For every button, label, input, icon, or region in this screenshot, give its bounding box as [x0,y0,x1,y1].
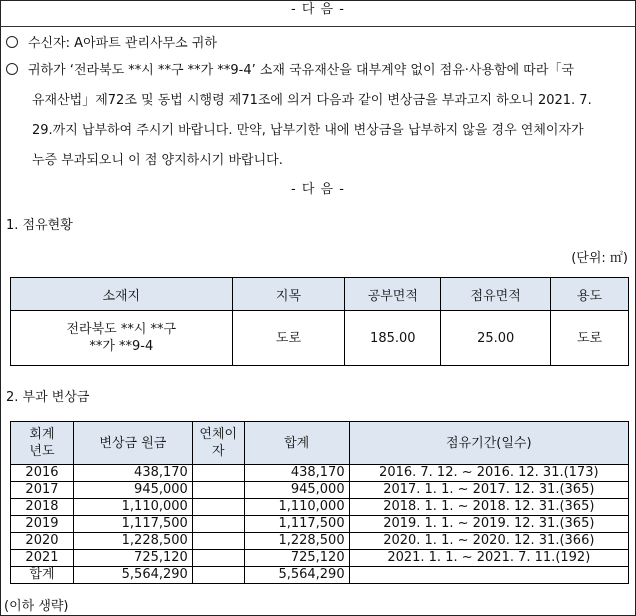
cell-land-category: 도로 [232,311,345,366]
cell-principal: 725,120 [73,550,192,567]
recipient-text: 수신자: A아파트 관리사무소 귀하 [28,36,217,51]
notice-line: 귀하가 ‘전라북도 **시 **구 **가 **9-4’ 소재 국유재산을 대부계약 없이 점유·사용함에 따라「국 [6,56,626,86]
cell-interest [192,465,244,482]
cell-total: 945,000 [244,482,349,499]
cell-interest [192,516,244,533]
cell-interest [192,533,244,550]
cell-period: 2019. 1. 1. ~ 2019. 12. 31.(365) [349,516,628,533]
cell-period: 2016. 7. 12. ~ 2016. 12. 31.(173) [349,465,628,482]
header-land-category: 지목 [232,278,345,311]
header-registered-area: 공부면적 [345,278,441,311]
cell-interest [192,482,244,499]
recipient-line [6,32,217,51]
top-heading: - 다 음 - [291,2,345,17]
cell-year: 2017 [11,482,74,499]
circle-bullet-icon [6,36,18,48]
header-location: 소재지 [11,278,233,311]
cell-registered-area: 185.00 [345,311,441,366]
table-header-row [11,422,629,465]
cell-principal: 1,110,000 [73,499,192,516]
cell-total: 438,170 [244,465,349,482]
cell-principal: 945,000 [73,482,192,499]
cell-interest [192,550,244,567]
section1-title: 1. 점유현황 [6,218,73,233]
cell-year: 2018 [11,499,74,516]
cell-total: 1,228,500 [244,533,349,550]
sum-label: 합계 [11,567,74,584]
cell-total: 1,110,000 [244,499,349,516]
table-row [11,533,629,550]
mid-heading: - 다 음 - [291,182,345,197]
cell-period: 2020. 1. 1. ~ 2020. 12. 31.(366) [349,533,628,550]
sum-principal: 5,564,290 [73,567,192,584]
cell-year: 2020 [11,533,74,550]
footer-note: (이하 생략) [4,599,69,614]
notice-paragraph [6,56,626,176]
header-fiscal-year: 회계 년도 [11,422,74,465]
sum-total: 5,564,290 [244,567,349,584]
cell-total: 725,120 [244,550,349,567]
cell-usage: 도로 [551,311,629,366]
table-row [11,465,629,482]
table-row [11,499,629,516]
charges-table [10,421,629,584]
header-occupied-area: 점유면적 [441,278,551,311]
cell-total: 1,117,500 [244,516,349,533]
cell-occupied-area: 25.00 [441,311,551,366]
sum-interest [192,567,244,584]
cell-location: 전라북도 **시 **구 **가 **9-4 [11,311,233,366]
sum-period [349,567,628,584]
cell-period: 2021. 1. 1. ~ 2021. 7. 11.(192) [349,550,628,567]
cell-interest [192,499,244,516]
header-principal: 변상금 원금 [73,422,192,465]
cell-year: 2019 [11,516,74,533]
header-late-interest: 연체이 자 [192,422,244,465]
circle-bullet-icon [6,63,18,75]
occupancy-table [10,277,629,366]
cell-period: 2018. 1. 1. ~ 2018. 12. 31.(365) [349,499,628,516]
notice-line: 유재산법」제72조 및 동법 시행령 제71조에 의거 다음과 같이 변상금을 부과고지 하오니 2021. 7. [32,93,592,108]
separator-line [0,26,636,27]
notice-line: 29.까지 납부하여 주시기 바랍니다. 만약, 납부기한 내에 변상금을 납부하지 않을 경우 연체이자가 [32,123,584,138]
header-usage: 용도 [551,278,629,311]
cell-principal: 438,170 [73,465,192,482]
notice-line: 누증 부과되오니 이 점 양지하시기 바랍니다. [32,153,283,168]
cell-principal: 1,117,500 [73,516,192,533]
table-row [11,550,629,567]
section2-title: 2. 부과 변상금 [6,390,90,405]
header-period: 점유기간(일수) [349,422,628,465]
table-header-row [11,278,629,311]
unit-label: (단위: ㎡) [571,251,628,266]
cell-principal: 1,228,500 [73,533,192,550]
cell-year: 2021 [11,550,74,567]
cell-year: 2016 [11,465,74,482]
cell-period: 2017. 1. 1. ~ 2017. 12. 31.(365) [349,482,628,499]
header-total: 합계 [244,422,349,465]
table-row [11,516,629,533]
sum-row [11,567,629,584]
table-row [11,482,629,499]
table-row [11,311,629,366]
